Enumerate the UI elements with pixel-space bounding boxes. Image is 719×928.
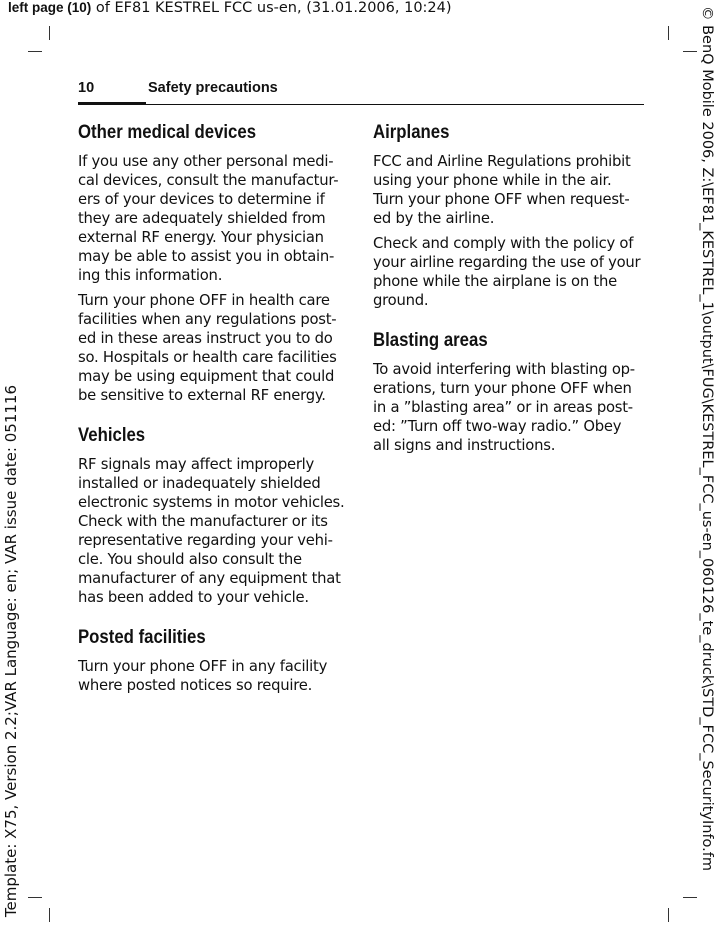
paragraph [373, 152, 641, 228]
text-line: Turn your phone OFF in any facility [78, 658, 328, 675]
page-number: 10 [78, 80, 95, 96]
template-info-text: Template: X75, Version 2.2;VAR Language: en; VAR issue date: 051116 [2, 385, 20, 918]
text-line: RF signals may affect improperly [78, 456, 315, 473]
text-line: To avoid interfering with blasting op- [373, 361, 635, 378]
crop-mark [49, 26, 50, 40]
crop-mark [668, 26, 669, 40]
print-info-rest: of EF81 KESTREL FCC us-en, (31.01.2006, 10:24) [91, 0, 452, 16]
text-line: ed by the airline. [373, 210, 495, 227]
copyright-path-margin [691, 0, 719, 928]
left-column [78, 120, 346, 713]
section-heading: Vehicles [78, 424, 146, 446]
crop-mark [49, 908, 50, 922]
text-line: FCC and Airline Regulations prohibit [373, 153, 631, 170]
text-line: may be using equipment that could [78, 368, 335, 385]
text-line: using your phone while in the air. [373, 172, 612, 189]
print-page-label: left page (10) [8, 0, 92, 15]
text-line: all signs and instructions. [373, 437, 556, 454]
paragraph [78, 291, 346, 405]
header-rule-thick [78, 102, 146, 105]
text-line: erations, turn your phone OFF when [373, 380, 632, 397]
text-line: representative regarding your vehi- [78, 532, 333, 549]
text-line: so. Hospitals or health care facilities [78, 349, 337, 366]
section-heading: Airplanes [373, 121, 450, 143]
text-line: installed or inadequately shielded [78, 475, 321, 492]
page-title: Safety precautions [148, 80, 278, 96]
text-line: Check with the manufacturer or its [78, 513, 328, 530]
paragraph [78, 152, 346, 285]
text-line: has been added to your vehicle. [78, 589, 309, 606]
paragraph [78, 455, 346, 607]
section-heading: Blasting areas [373, 329, 488, 351]
text-line: cal devices, consult the manufactur- [78, 172, 339, 189]
text-line: your airline regarding the use of your [373, 254, 641, 271]
header-rule [146, 104, 644, 105]
section-heading: Posted facilities [78, 626, 206, 648]
copyright-path-text: © BenQ Mobile 2006, Z:\EF81_KESTREL_1\output\FUG\KESTREL_FCC_us-en_060126_te_druck\STD_FCC_SecurityInfo.fm [699, 6, 715, 872]
text-line: may be able to assist you in obtain- [78, 248, 335, 265]
text-line: electronic systems in motor vehicles. [78, 494, 345, 511]
text-line: If you use any other personal medi- [78, 153, 334, 170]
text-line: ed in these areas instruct you to do [78, 330, 333, 347]
section [78, 423, 346, 607]
print-info-line [8, 0, 452, 16]
text-line: where posted notices so require. [78, 677, 313, 694]
text-line: Check and comply with the policy of [373, 235, 634, 252]
paragraph [373, 360, 641, 455]
text-line: manufacturer of any equipment that [78, 570, 341, 587]
text-line: in a ”blasting area” or in areas post- [373, 399, 633, 416]
paragraph [373, 234, 641, 310]
text-line: cle. You should also consult the [78, 551, 302, 568]
text-line: Turn your phone OFF in health care [78, 292, 330, 309]
text-line: facilities when any regulations post- [78, 311, 337, 328]
crop-mark [28, 897, 42, 898]
section [78, 625, 346, 695]
crop-mark [28, 51, 42, 52]
section [373, 328, 641, 455]
section [78, 120, 346, 405]
template-info-margin [0, 0, 24, 928]
text-line: ed: ”Turn off two-way radio.” Obey [373, 418, 622, 435]
text-line: ground. [373, 292, 429, 309]
text-line: phone while the airplane is on the [373, 273, 617, 290]
paragraph [78, 657, 346, 695]
text-line: be sensitive to external RF energy. [78, 387, 326, 404]
text-line: ers of your devices to determine if [78, 191, 325, 208]
section-heading: Other medical devices [78, 121, 257, 143]
text-line: external RF energy. Your physician [78, 229, 324, 246]
section [373, 120, 641, 310]
crop-mark [668, 908, 669, 922]
right-column [373, 120, 641, 473]
text-line: Turn your phone OFF when request- [373, 191, 630, 208]
text-line: ing this information. [78, 267, 223, 284]
text-line: they are adequately shielded from [78, 210, 326, 227]
